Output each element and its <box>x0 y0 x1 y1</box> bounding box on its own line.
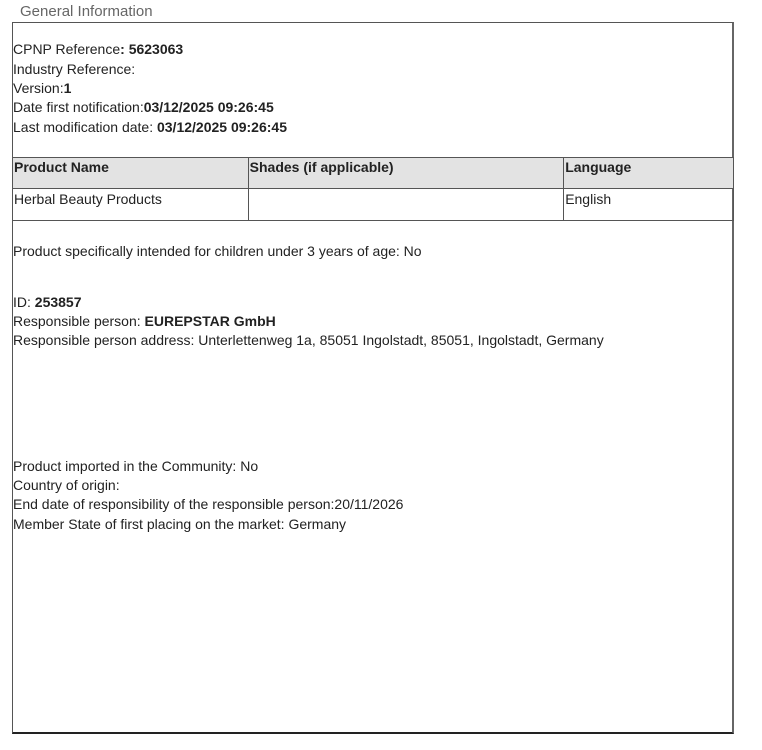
last-modification-value: 03/12/2025 09:26:45 <box>156 119 287 135</box>
section-title: General Information <box>20 3 153 20</box>
id-label: ID: <box>13 294 35 310</box>
responsible-person <box>13 312 276 331</box>
first-notification-label: Date first notification: <box>13 99 144 115</box>
country-of-origin: Country of origin: <box>13 477 120 493</box>
products-table <box>12 157 734 221</box>
member-state-first-placing: Member State of first placing on the market: Germany <box>13 516 347 532</box>
last-modification-date <box>13 118 287 137</box>
table-row <box>13 189 734 221</box>
header-shades: Shades (if applicable) <box>248 158 564 189</box>
first-notification-value: 03/12/2025 09:26:45 <box>143 99 274 115</box>
last-modification-label: Last modification date: <box>13 119 157 135</box>
cpnp-value: : 5623063 <box>120 41 184 57</box>
id-value: 253857 <box>34 294 82 310</box>
date-first-notification <box>13 98 274 117</box>
product-imported: Product imported in the Community: No <box>13 458 259 474</box>
responsible-person-label: Responsible person: <box>13 313 145 329</box>
cell-language: English <box>564 189 734 221</box>
end-date-responsibility: End date of responsibility of the responsible person:20/11/2026 <box>13 496 404 512</box>
cell-product-name: Herbal Beauty Products <box>13 189 249 221</box>
table-header-row <box>13 158 734 189</box>
responsible-person-value: EUREPSTAR GmbH <box>144 313 276 329</box>
children-under-3: Product specifically intended for children under 3 years of age: No <box>13 243 422 259</box>
responsible-id <box>13 293 82 312</box>
responsible-person-address: Responsible person address: Unterlettenweg 1a, 85051 Ingolstadt, 85051, Ingolstadt, Germany <box>13 332 604 348</box>
header-product-name: Product Name <box>13 158 249 189</box>
cell-shades <box>248 189 564 221</box>
version <box>13 79 71 98</box>
header-language: Language <box>564 158 734 189</box>
version-label: Version: <box>13 80 64 96</box>
version-value: 1 <box>63 80 72 96</box>
cpnp-label: CPNP Reference <box>13 41 121 57</box>
industry-reference: Industry Reference: <box>13 61 136 77</box>
cpnp-reference <box>13 40 183 59</box>
